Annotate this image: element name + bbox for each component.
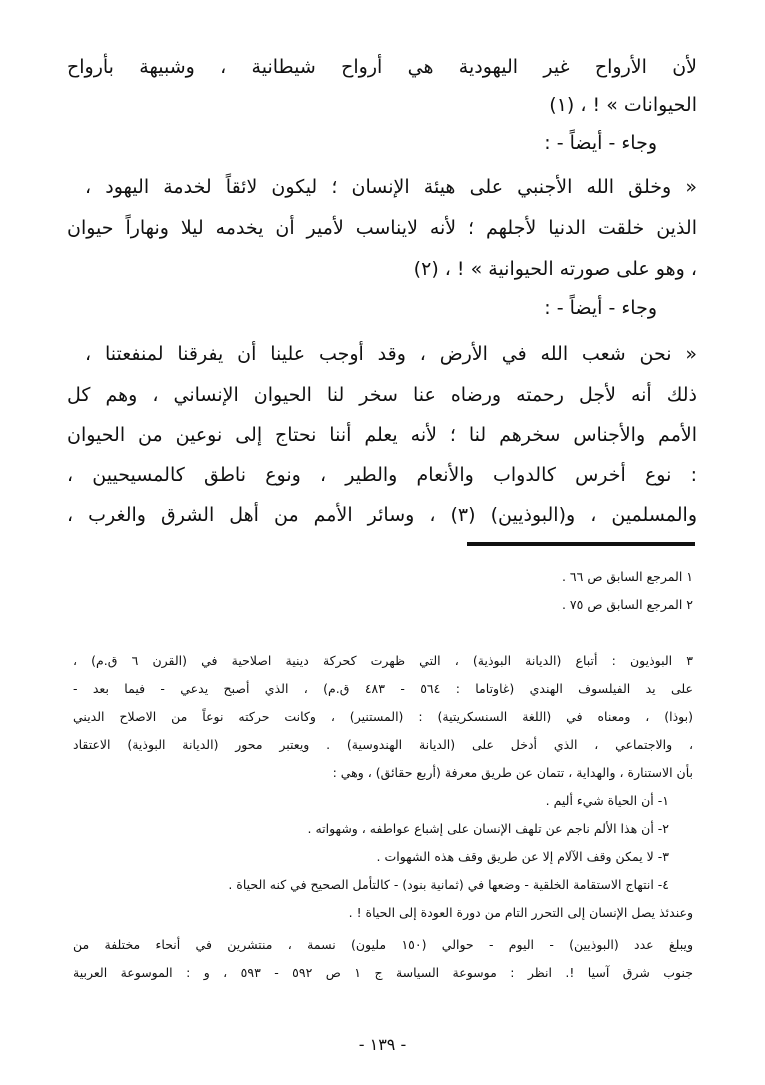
footnote-3-line-3: (بوذا) ، ومعناه في (اللغة السنسكريتية) : (المستنير) ، وكانت حركته نوعاً من الاصلاح الديني xyxy=(73,709,693,724)
body-line-1: لأن الأرواح غير اليهودية هي أرواح شيطانية ، وشبيهة بأرواح xyxy=(67,56,697,78)
body-line-7: وجاء - أيضاً - : xyxy=(544,297,657,319)
body-line-11: : نوع أخرس كالدواب والأنعام والطير ، ونوع ناطق كالمسيحيين ، xyxy=(67,464,697,486)
footnote-separator xyxy=(467,542,695,546)
body-line-2: الحيوانات » ! ، (١) xyxy=(549,94,697,116)
body-line-9: ذلك أنه لأجل رحمته ورضاه عنا سخر لنا الحيوان الإنساني ، وهم كل xyxy=(67,384,697,406)
footnote-3-item-3: ٣- لا يمكن وقف الآلام إلا عن طريق وقف هذه الشهوات . xyxy=(376,849,669,864)
body-line-5: الذين خلقت الدنيا لأجلهم ؛ لأنه لايناسب لأمير أن يخدمه ليلا ونهاراً حيوان xyxy=(67,217,697,239)
footnote-3-item-1: ١- أن الحياة شيء أليم . xyxy=(545,793,669,808)
footnote-3-item-4: ٤- انتهاج الاستقامة الخلقية - وضعها في (ثمانية بنود) - كالتأمل الصحيح في كنه الحياة . xyxy=(228,877,669,892)
page-number: - ١٣٩ - xyxy=(358,1035,407,1054)
footnote-3-line-7: ويبلغ عدد (البوذيين) - اليوم - حوالي (١٥٠ مليون) نسمة ، منتشرين في أنحاء مختلفة من xyxy=(73,937,694,952)
body-line-8: « نحن شعب الله في الأرض ، وقد أوجب علينا أن يفرقنا لمنفعتنا ، xyxy=(85,343,697,365)
footnote-3-line-5: بأن الاستنارة ، والهداية ، تتمان عن طريق معرفة (أربع حقائق) ، وهي : xyxy=(332,765,693,780)
footnote-3-line-4: ، والاجتماعي ، الذي أدخل على (الديانة الهندوسية) . ويعتبر محور (الديانة البوذية) الاعتقاد xyxy=(73,737,693,752)
footnote-3-line-8: جنوب شرق آسيا !. انظر : موسوعة السياسة ج ١ ص ٥٩٢ - ٥٩٣ ، و : الموسوعة العربية xyxy=(73,965,693,980)
footnote-3-item-2: ٢- أن هذا الألم ناجم عن تلهف الإنسان على إشباع عواطفه ، وشهواته . xyxy=(307,821,669,836)
footnote-3-line-1: ٣ البوذيون : أتباع (الديانة البوذية) ، التي ظهرت كحركة دينية اصلاحية في (القرن ٦ ق.م) ، xyxy=(73,653,693,668)
footnote-2: ٢ المرجع السابق ص ٧٥ . xyxy=(561,597,693,612)
footnote-1: ١ المرجع السابق ص ٦٦ . xyxy=(561,569,693,584)
body-line-4: « وخلق الله الأجنبي على هيئة الإنسان ؛ ليكون لائقاً لخدمة اليهود ، xyxy=(85,176,697,198)
body-line-10: الأمم والأجناس سخرهم لنا ؛ لأنه يعلم أننا نحتاج إلى نوعين من الحيوان xyxy=(67,424,697,446)
body-line-3: وجاء - أيضاً - : xyxy=(544,132,657,154)
footnote-3-line-6: وعندئذ يصل الإنسان إلى التحرر التام من دورة العودة إلى الحياة ! . xyxy=(348,905,693,920)
body-line-6: ، وهو على صورته الحيوانية » ! ، (٢) xyxy=(413,258,697,280)
body-line-12: والمسلمين ، و(البوذيين) (٣) ، وسائر الأمم من أهل الشرق والغرب ، xyxy=(67,504,698,526)
footnote-3-line-2: على يد الفيلسوف الهندي (غاوتاما : ٥٦٤ - ٤٨٣ ق.م) ، الذي أصبح يدعي - فيما بعد - xyxy=(73,681,693,696)
